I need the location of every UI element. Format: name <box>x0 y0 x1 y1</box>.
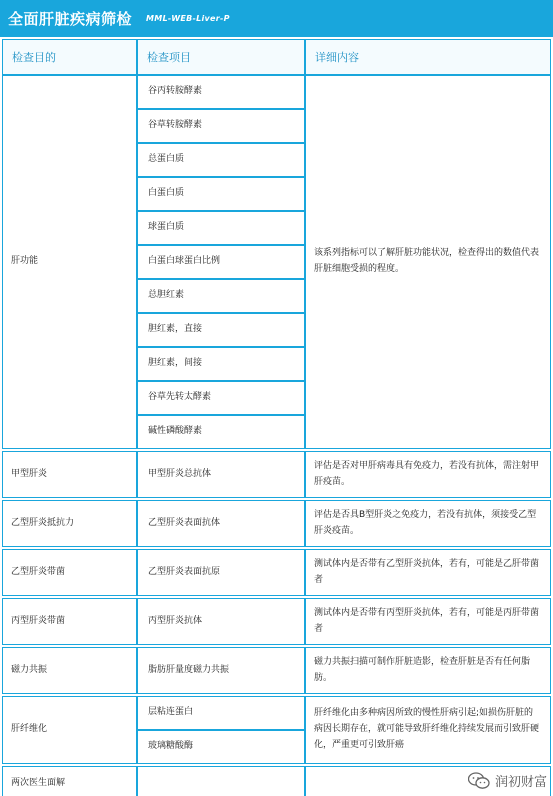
purpose-cell: 丙型肝炎带菌 <box>2 598 137 645</box>
package-code: MML-WEB-Liver-P <box>146 14 230 23</box>
item-cell: 丙型肝炎抗体 <box>137 598 305 645</box>
purpose-cell: 磁力共振 <box>2 647 137 694</box>
item-cell: 白蛋白球蛋白比例 <box>137 245 305 279</box>
item-cell: 总蛋白质 <box>137 143 305 177</box>
purpose-cell: 两次医生面解 <box>2 766 137 796</box>
item-cell: 甲型肝炎总抗体 <box>137 451 305 498</box>
item-cell: 乙型肝炎表面抗体 <box>137 500 305 547</box>
item-cell: 谷草转胺酵素 <box>137 109 305 143</box>
detail-cell: 该系列指标可以了解肝脏功能状况，检查得出的数值代表肝脏细胞受损的程度。 <box>305 75 551 449</box>
detail-cell: 评估是否对甲肝病毒具有免疫力，若没有抗体，需注射甲肝疫苗。 <box>305 451 551 498</box>
purpose-cell: 肝功能 <box>2 75 137 449</box>
detail-cell: 肝纤维化由多种病因所致的慢性肝病引起;如损伤肝脏的病因长期存在，就可能导致肝纤维化持续发展而引致肝硬化，严重更可引致肝癌 <box>305 696 551 764</box>
column-header-item: 检查项目 <box>137 39 305 75</box>
item-cell: 白蛋白质 <box>137 177 305 211</box>
watermark-text: 润初财富 <box>494 775 547 790</box>
detail-cell: 磁力共振扫描可制作肝脏造影，检查肝脏是否有任何脂肪。 <box>305 647 551 694</box>
item-cell: 乙型肝炎表面抗原 <box>137 549 305 596</box>
item-cell: 谷丙转胺酵素 <box>137 75 305 109</box>
detail-cell: 测试体内是否带有乙型肝炎抗体，若有，可能是乙肝带菌者 <box>305 549 551 596</box>
column-header-purpose: 检查目的 <box>2 39 137 75</box>
watermark <box>468 771 547 790</box>
detail-cell: 测试体内是否带有丙型肝炎抗体，若有，可能是丙肝带菌者 <box>305 598 551 645</box>
detail-cell: 评估是否具B型肝炎之免疫力，若没有抗体，须接受乙型肝炎疫苗。 <box>305 500 551 547</box>
wechat-icon <box>468 772 490 790</box>
item-cell <box>137 766 305 796</box>
item-cell: 总胆红素 <box>137 279 305 313</box>
item-cell: 胆红素，直接 <box>137 313 305 347</box>
purpose-cell: 甲型肝炎 <box>2 451 137 498</box>
purpose-cell: 乙型肝炎带菌 <box>2 549 137 596</box>
purpose-cell: 乙型肝炎抵抗力 <box>2 500 137 547</box>
item-cell: 球蛋白质 <box>137 211 305 245</box>
item-cell: 谷草先转太酵素 <box>137 381 305 415</box>
item-cell: 胆红素，间接 <box>137 347 305 381</box>
item-cell: 层粘连蛋白 <box>137 696 305 730</box>
item-cell: 玻璃糖酸酶 <box>137 730 305 764</box>
title-bar <box>0 0 553 37</box>
purpose-cell: 肝纤维化 <box>2 696 137 764</box>
page-title: 全面肝脏疾病筛检 <box>8 10 133 28</box>
item-cell: 脂肪肝量度磁力共振 <box>137 647 305 694</box>
column-header-detail: 详细内容 <box>305 39 551 75</box>
item-cell: 碱性磷酸酵素 <box>137 415 305 449</box>
